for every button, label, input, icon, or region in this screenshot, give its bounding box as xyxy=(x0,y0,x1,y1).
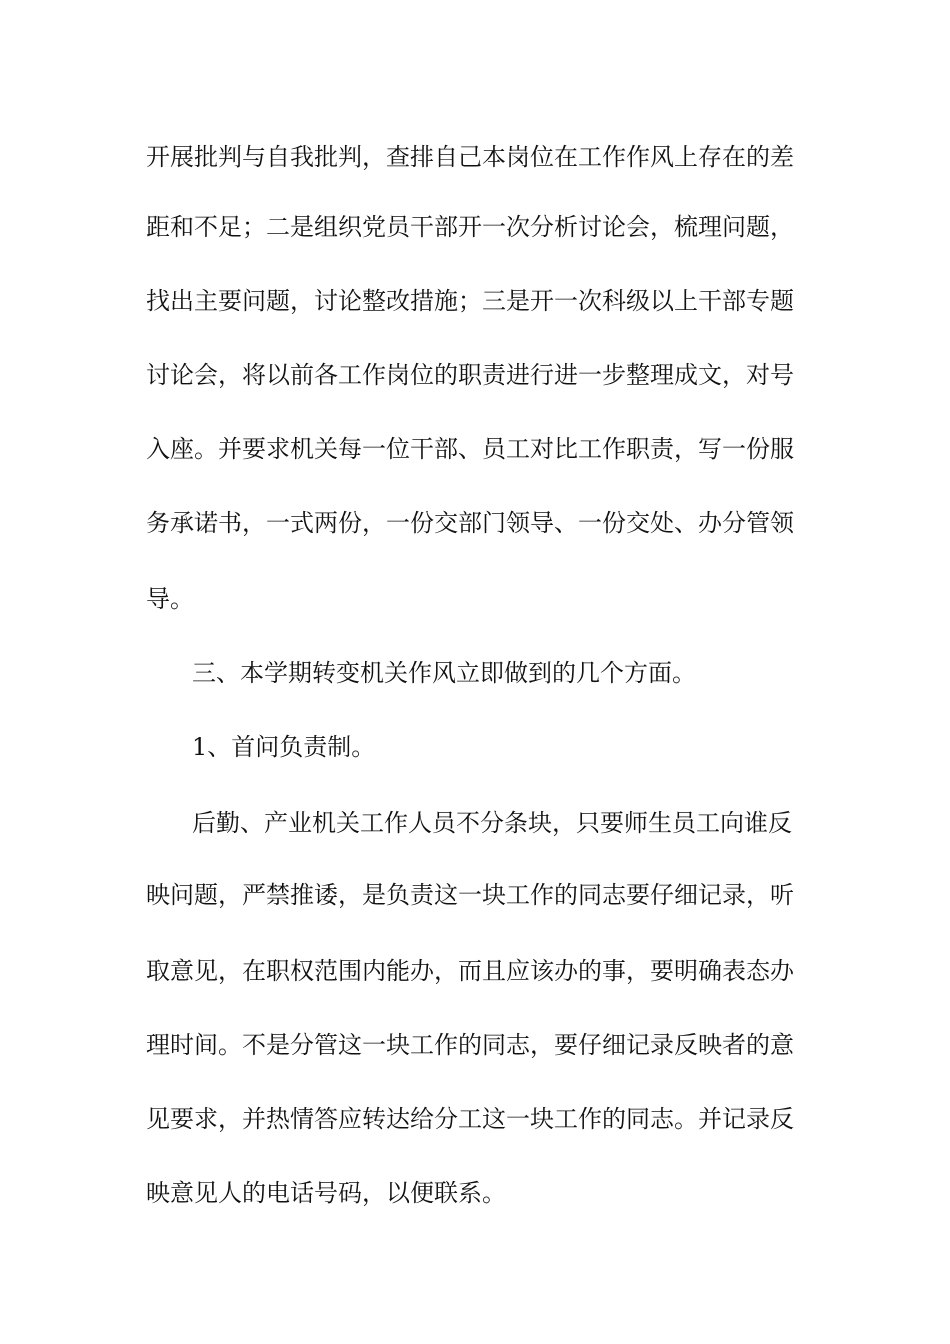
text-line: 见要求，并热情答应转达给分工这一块工作的同志。并记录反 xyxy=(146,1105,794,1133)
subsection-heading: 1、首问负责制。 xyxy=(192,733,376,761)
text-line: 取意见，在职权范围内能办，而且应该办的事，要明确表态办 xyxy=(146,957,794,985)
text-line: 入座。并要求机关每一位干部、员工对比工作职责，写一份服 xyxy=(146,435,794,463)
text-line: 映问题，严禁推诿，是负责这一块工作的同志要仔细记录，听 xyxy=(146,881,794,909)
text-line: 务承诺书，一式两份，一份交部门领导、一份交处、办分管领 xyxy=(146,509,794,537)
text-line: 开展批判与自我批判，查排自己本岗位在工作作风上存在的差 xyxy=(146,143,794,171)
text-line: 讨论会，将以前各工作岗位的职责进行进一步整理成文，对号 xyxy=(146,361,794,389)
text-line: 映意见人的电话号码，以便联系。 xyxy=(146,1179,506,1207)
section-heading: 三、本学期转变机关作风立即做到的几个方面。 xyxy=(192,659,696,687)
text-line: 距和不足；二是组织党员干部开一次分析讨论会，梳理问题， xyxy=(146,213,794,241)
text-line: 导。 xyxy=(146,585,194,613)
text-line: 理时间。不是分管这一块工作的同志，要仔细记录反映者的意 xyxy=(146,1031,794,1059)
text-line: 后勤、产业机关工作人员不分条块，只要师生员工向谁反 xyxy=(192,809,792,837)
text-line: 找出主要问题，讨论整改措施；三是开一次科级以上干部专题 xyxy=(146,287,794,315)
